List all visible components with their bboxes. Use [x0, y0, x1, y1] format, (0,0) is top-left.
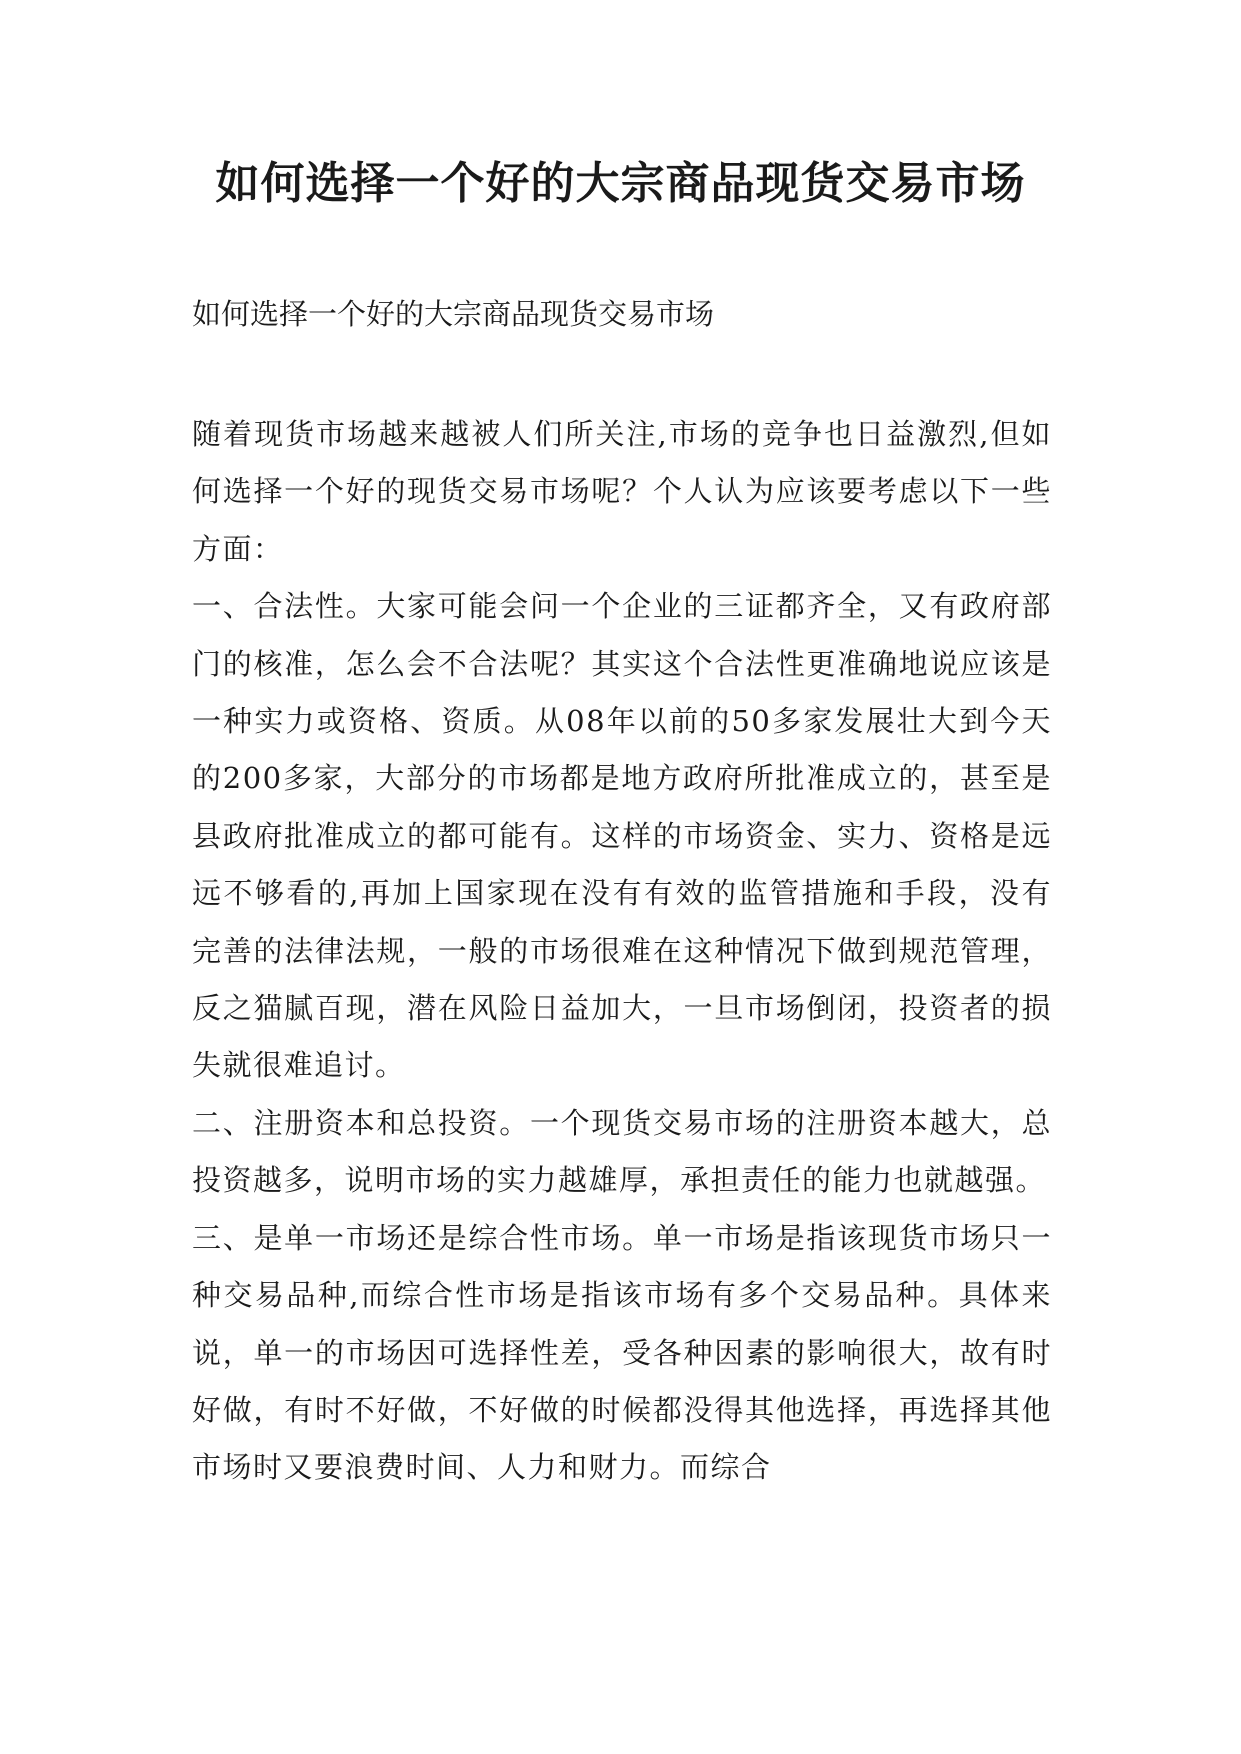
- document-body: [192, 406, 1052, 1497]
- paragraph-legality: 一、合法性。大家可能会问一个企业的三证都齐全，又有政府部门的核准，怎么会不合法呢？其实这个合法性更准确地说应该是一种实力或资格、资质。从08年以前的50多家发展壮大到今天的200多家，大部分的市场都是地方政府所批准成立的，甚至是县政府批准成立的都可能有。这样的市场资金、实力、资格是远远不够看的,再加上国家现在没有有效的监管措施和手段，没有完善的法律法规，一般的市场很难在这种情况下做到规范管理，反之猫腻百现，潜在风险日益加大，一旦市场倒闭，投资者的损失就很难追讨。: [192, 589, 1052, 1083]
- paragraph-intro: 随着现货市场越来越被人们所关注,市场的竞争也日益激烈,但如何选择一个好的现货交易市场呢？个人认为应该要考虑以下一些方面：: [192, 417, 1052, 566]
- paragraph-capital: 二、注册资本和总投资。一个现货交易市场的注册资本越大，总投资越多，说明市场的实力越雄厚，承担责任的能力也就越强。: [192, 1105, 1052, 1198]
- document-subtitle: 如何选择一个好的大宗商品现货交易市场: [192, 297, 715, 331]
- document-title: 如何选择一个好的大宗商品现货交易市场: [215, 158, 1026, 209]
- paragraph-market-type: 三、是单一市场还是综合性市场。单一市场是指该现货市场只一种交易品种,而综合性市场是指该市场有多个交易品种。具体来说，单一的市场因可选择性差，受各种因素的影响很大，故有时好做，有时不好做，不好做的时候都没得其他选择，再选择其他市场时又要浪费时间、人力和财力。而综合: [192, 1220, 1052, 1485]
